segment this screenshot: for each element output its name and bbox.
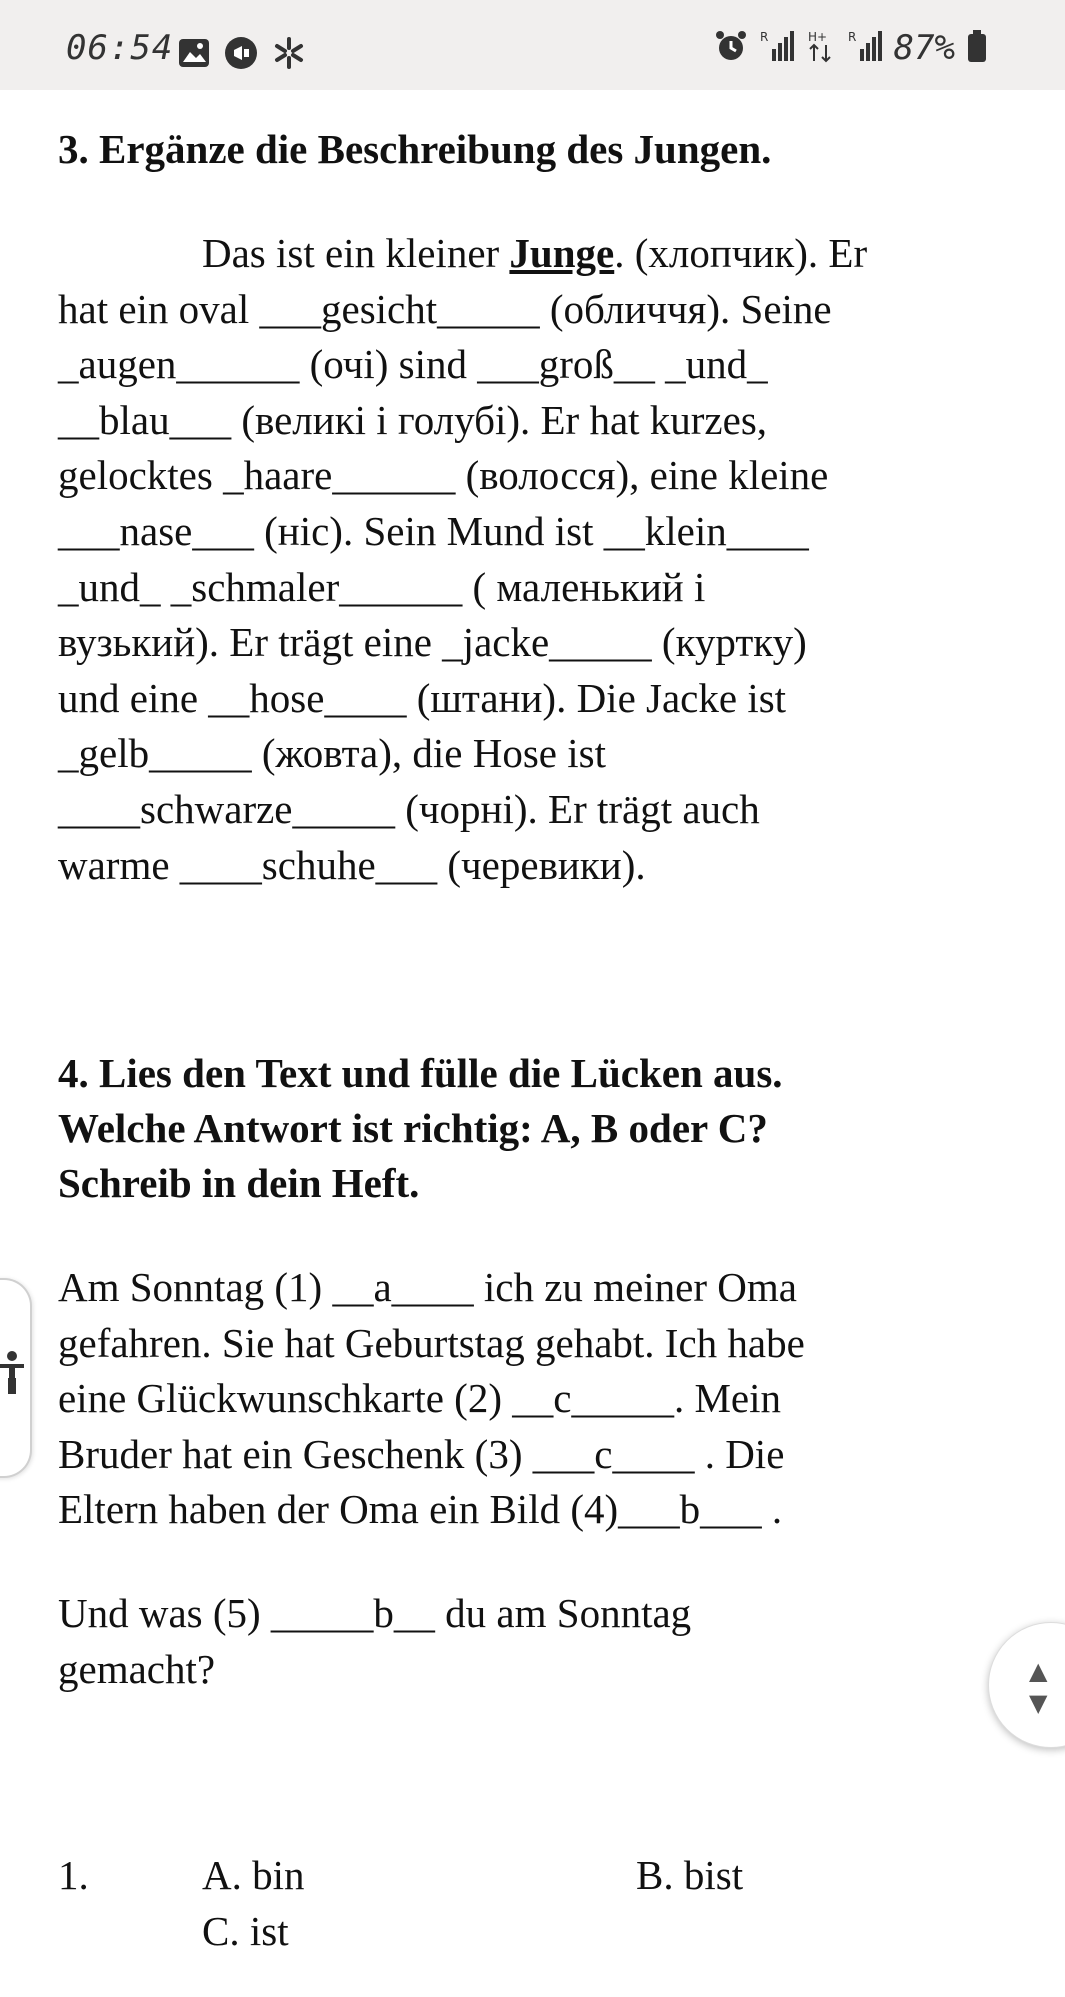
section4-title-line-3: Schreib in dein Heft. xyxy=(58,1160,420,1206)
battery-percentage: 87% xyxy=(893,28,955,68)
line-text: . (хлопчик). Er xyxy=(614,230,868,276)
section4-text xyxy=(58,1260,1018,1538)
section4-title xyxy=(58,1046,783,1211)
svg-text:H+: H+ xyxy=(807,29,827,44)
signal-icon-1 xyxy=(760,29,794,68)
section4-line-3: eine Glückwunschkarte (2) __c_____. Mein xyxy=(58,1375,781,1422)
section3-line-10: _gelb_____ (жовта), die Hose ist xyxy=(58,730,606,777)
intro-bold-word: Junge xyxy=(509,230,615,276)
accessibility-side-tab[interactable] xyxy=(0,1278,32,1478)
section3-line-8: вузький). Er trägt eine _jacke_____ (куртку) xyxy=(58,619,807,666)
question-line-2: gemacht? xyxy=(58,1645,216,1692)
question-line-1: Und was (5) _____b__ du am Sonntag xyxy=(58,1590,692,1636)
section3-line-9: und eine __hose____ (штани). Die Jacke ist xyxy=(58,674,787,721)
chevron-up-icon: ▲ xyxy=(1029,1657,1048,1685)
answer-option-a: A. bin xyxy=(202,1852,305,1898)
status-right xyxy=(714,28,987,68)
section3-line-11: ____schwarze_____ (чорні). Er trägt auch xyxy=(58,785,760,832)
svg-text:R: R xyxy=(847,29,856,44)
section3-line-7: _und_ _schmaler______ ( маленький і xyxy=(58,563,706,610)
image-icon xyxy=(178,38,210,73)
section3-line-1 xyxy=(58,226,1018,282)
alarm-icon xyxy=(714,29,748,68)
section3-text xyxy=(58,226,1018,893)
svg-text:R: R xyxy=(759,29,768,44)
section4-line-4: Bruder hat ein Geschenk (3) ___c____ . Die xyxy=(58,1430,785,1477)
section3-line-4: __blau___ (великі і голубі). Er hat kurzes, xyxy=(58,396,768,443)
status-left-icons xyxy=(178,36,306,75)
answer-number: 1. xyxy=(58,1852,89,1898)
battery-icon xyxy=(967,29,987,68)
section4-line-2: gefahren. Sie hat Geburtstag gehabt. Ich habe xyxy=(58,1319,805,1366)
section4-title-line-1: 4. Lies den Text und fülle die Lücken aus. xyxy=(58,1050,783,1096)
signal-icon-2 xyxy=(848,29,882,68)
data-icon xyxy=(806,29,836,68)
answer-option-c: C. ist xyxy=(202,1908,289,1954)
section3-title: 3. Ergänze die Beschreibung des Jungen. xyxy=(58,126,772,172)
section3-line-3: _augen______ (очі) sind ___groß__ _und_ xyxy=(58,341,768,388)
status-time: 06:54 xyxy=(66,28,174,68)
status-bar xyxy=(0,0,1065,90)
section4-line-5: Eltern haben der Oma ein Bild (4)___b___ . xyxy=(58,1486,783,1533)
section4-title-line-2: Welche Antwort ist richtig: A, B oder C? xyxy=(58,1105,768,1151)
accessibility-icon xyxy=(0,1350,24,1407)
section4-question xyxy=(58,1586,1018,1697)
loading-icon xyxy=(272,36,306,75)
chevron-down-icon: ▼ xyxy=(1029,1689,1048,1717)
section3-line-12: warme ____schuhe___ (черевики). xyxy=(58,841,646,888)
section3-line-6: ___nase___ (ніс). Sein Mund ist __klein____ xyxy=(58,507,809,554)
section3-line-5: gelocktes _haare______ (волосся), eine kleine xyxy=(58,452,829,499)
intro-text: Das ist ein kleiner xyxy=(202,230,510,276)
answer-option-b: B. bist xyxy=(636,1852,744,1898)
podcast-icon xyxy=(224,36,258,75)
section3-line-2: hat ein oval ___gesicht_____ (обличчя). Seine xyxy=(58,285,832,332)
section4-line-1: Am Sonntag (1) __a____ ich zu meiner Oma xyxy=(58,1264,797,1310)
